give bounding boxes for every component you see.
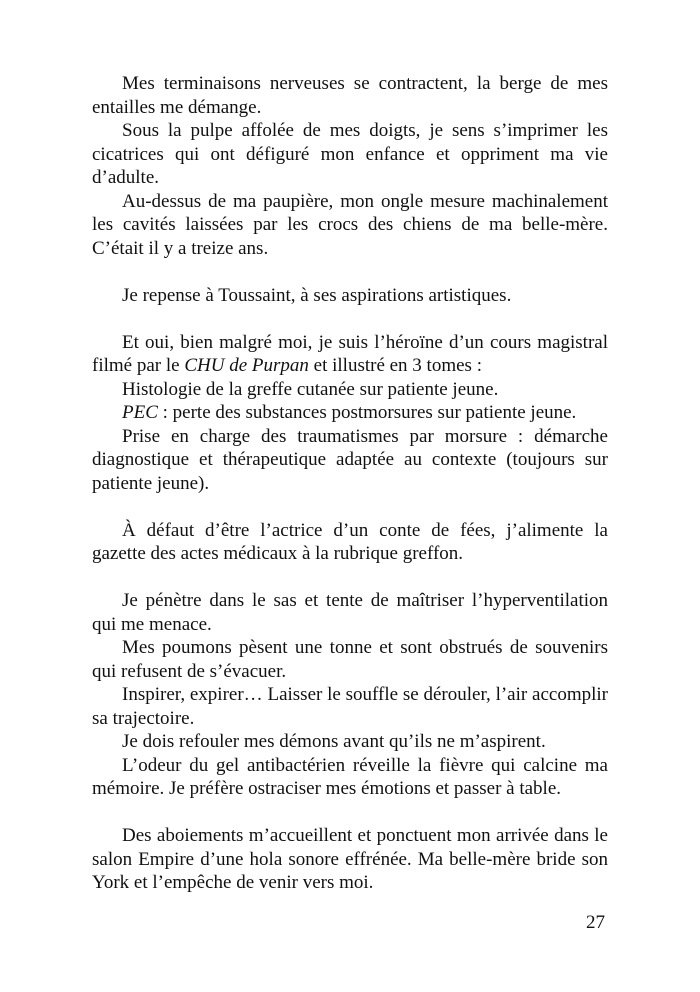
text-run: Et oui, bien malgré moi, je suis l’héroïne d’un cours magistral filmé par le bbox=[92, 331, 608, 376]
paragraph: Au-dessus de ma paupière, mon ongle mesure machinalement les cavités laissées par les crocs des chiens de ma belle-mère. C’était il y a treize ans. bbox=[92, 190, 608, 259]
page-number: 27 bbox=[586, 912, 605, 933]
italic-run: PEC bbox=[122, 402, 158, 423]
italic-run: CHU de Purpan bbox=[184, 355, 309, 376]
paragraph: Histologie de la greffe cutanée sur patiente jeune. bbox=[122, 378, 499, 400]
paragraph: Je repense à Toussaint, à ses aspirations artistiques. bbox=[122, 284, 512, 306]
text-run: : perte des substances postmorsures sur patiente jeune. bbox=[157, 402, 577, 423]
paragraph: Des aboiements m’accueillent et ponctuent mon arrivée dans le salon Empire d’une hola sonore effrénée. Ma belle-mère bride son York et l’empêche de venir vers moi. bbox=[92, 825, 608, 893]
paragraph: Je dois refouler mes démons avant qu’ils ne m’aspirent. bbox=[122, 731, 546, 752]
paragraph: À défaut d’être l’actrice d’un conte de fées, j’alimente la gazette des actes médicaux à la rubrique greffon. bbox=[92, 519, 608, 564]
paragraph: Mes poumons pèsent une tonne et sont obstrués de souvenirs qui refusent de s’évacuer. bbox=[92, 637, 608, 682]
body-text bbox=[92, 72, 608, 895]
paragraph bbox=[92, 401, 608, 425]
paragraph: Inspirer, expirer… Laisser le souffle se dérouler, l’air accomplir sa trajectoire. bbox=[92, 684, 608, 729]
paragraph: Sous la pulpe affolée de mes doigts, je sens s’imprimer les cicatrices qui ont défiguré mon enfance et oppriment ma vie d’adulte. bbox=[92, 120, 608, 188]
paragraph: L’odeur du gel antibactérien réveille la fièvre qui calcine ma mémoire. Je préfère ostraciser mes émotions et passer à table. bbox=[92, 754, 608, 799]
paragraph: Je pénètre dans le sas et tente de maîtriser l’hyperventilation qui me menace. bbox=[92, 590, 608, 635]
paragraph: Prise en charge des traumatismes par morsure : démarche diagnostique et thérapeutique adaptée au contexte (toujours sur patiente jeune). bbox=[92, 425, 608, 494]
text-run: et illustré en 3 tomes : bbox=[308, 355, 482, 376]
paragraph bbox=[92, 331, 608, 378]
paragraph: Mes terminaisons nerveuses se contractent, la berge de mes entailles me démange. bbox=[92, 73, 608, 118]
